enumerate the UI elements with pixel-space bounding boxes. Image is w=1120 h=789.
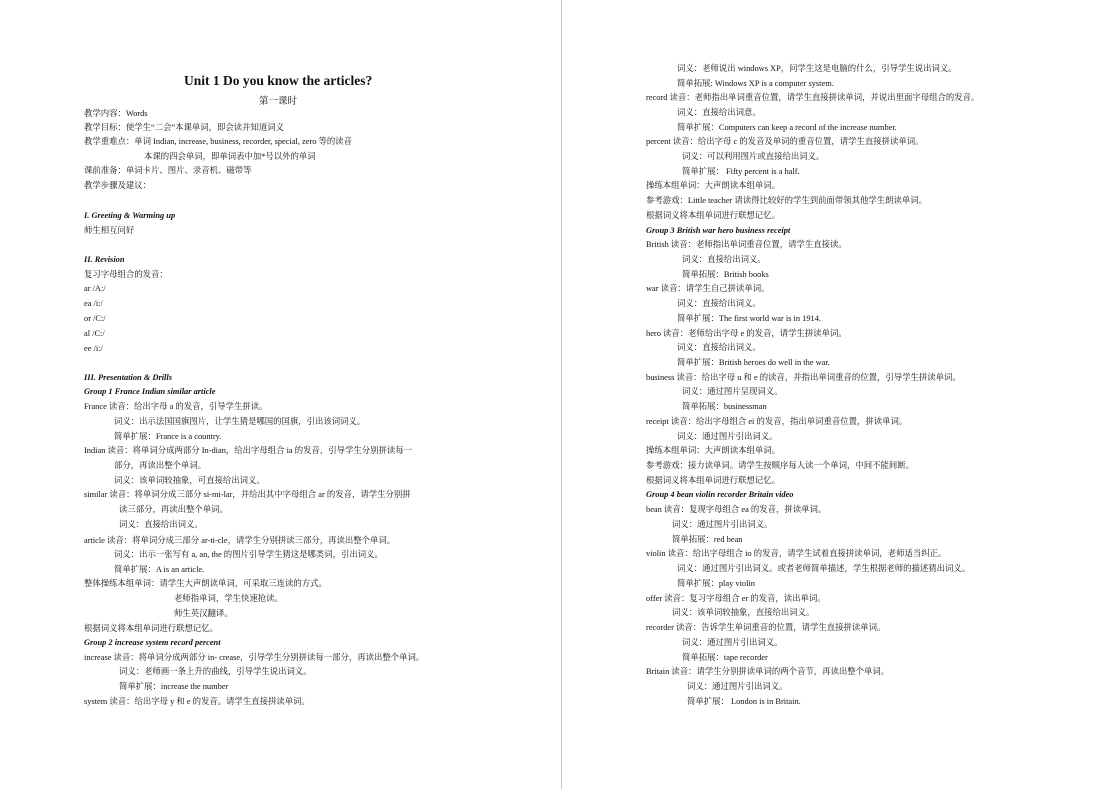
text-line: 词义：通过图片引出词义。或者老师简单描述，学生根据老师的描述猜出词义。 <box>677 564 971 573</box>
text-line: 简单扩展：Computers can keep a record of the increase number. <box>677 123 897 132</box>
text-line: 部分，再读出整个单词。 <box>114 461 207 470</box>
text-line: 本课的四会单词，即单词表中加*号以外的单词 <box>144 152 316 161</box>
text-line: 根据词义将本组单词进行联想记忆。 <box>646 476 780 485</box>
text-line: 简单扩展：France is a country. <box>114 432 222 441</box>
right-page <box>563 0 1120 789</box>
text-line: 词义：直接给出词义。 <box>677 299 761 308</box>
text-line: ar /A:/ <box>84 284 106 293</box>
text-line: increase 读音：将单词分成两部分 in- crease，引导学生分别拼读每一部分，再读出整个单词。 <box>84 653 425 662</box>
text-line: 整体操练本组单词：请学生大声朗读单词，可采取三连读的方式。 <box>84 579 327 588</box>
text-line: receipt 读音：给出字母组合 ei 的发音，指出单词重音位置，拼读单词。 <box>646 417 908 426</box>
text-line: 操练本组单词：大声朗读本组单词。 <box>646 181 780 190</box>
text-line: 读三部分，再读出整个单词。 <box>119 505 228 514</box>
text-line: 词义：通过图片引出词义。 <box>672 520 773 529</box>
text-line: 操练本组单词：大声朗读本组单词。 <box>646 446 780 455</box>
text-line: al /C:/ <box>84 329 105 338</box>
text-line: ea /i:/ <box>84 299 103 308</box>
text-line: 简单扩展：increase the number <box>119 682 229 691</box>
text-line: 词义：该单词较抽象，可直接给出词义。 <box>114 476 265 485</box>
unit-title: Unit 1 Do you know the articles? <box>184 73 373 88</box>
text-line: 简单扩展：A is an article. <box>114 565 205 574</box>
text-line: 词义：直接给出词义。 <box>677 343 761 352</box>
text-line: recorder 读音：告诉学生单词重音的位置，请学生直接拼读单词。 <box>646 623 886 632</box>
text-line: violin 读音：给出字母组合 io 的发音，请学生试着直接拼读单词，老师适当纠正。 <box>646 549 947 558</box>
section-heading: I. Greeting & Warming up <box>84 211 176 220</box>
text-line: 简单拓展: Windows XP is a computer system. <box>677 79 834 88</box>
text-line: Indian 读音：将单词分成两部分 In-dian，给出字母组合 ia 的发音，引导学生分别拼读每一 <box>84 446 412 455</box>
text-line: 根据词义将本组单词进行联想记忆。 <box>646 211 780 220</box>
text-line: 复习字母组合的发音： <box>84 270 168 279</box>
text-line: 词义：通过图片呈现词义。 <box>682 387 783 396</box>
section-heading: Group 3 British war hero business receipt <box>646 226 791 235</box>
lesson-subtitle: 第一课时 <box>259 97 298 107</box>
text-line: 词义：该单词较抽象，直接给出词义。 <box>672 608 815 617</box>
text-line: 课前准备：单词卡片、图片、录音机、磁带等 <box>84 166 252 175</box>
text-line: 词义：出示一张写有 a, an, the 的图片引导学生猜这是哪类词，引出词义。 <box>114 550 383 559</box>
text-line: 简单拓展：tape recorder <box>682 653 768 662</box>
section-heading: II. Revision <box>84 255 125 264</box>
text-line: 简单扩展：The first world war is in 1914. <box>677 314 821 323</box>
text-line: 词义：可以利用图片或直接给出词义。 <box>682 152 825 161</box>
text-line: 简单拓展：businessman <box>682 402 767 411</box>
text-line: 词义：直接给出词义。 <box>682 255 766 264</box>
text-line: British 读音：老师指出单词重音位置，请学生直接读。 <box>646 240 847 249</box>
text-line: system 读音：给出字母 y 和 e 的发音。请学生直接拼读单词。 <box>84 697 310 706</box>
text-line: business 读音：给出字母 u 和 e 的读音，并指出单词重音的位置，引导学生拼读单词。 <box>646 373 961 382</box>
text-line: 词义：出示法国国旗图片，让学生猜是哪国的国旗，引出该词词义。 <box>114 417 366 426</box>
section-heading: Group 4 bean violin recorder Britain video <box>646 490 794 499</box>
text-line: 词义：老师说出 windows XP，问学生这是电脑的什么，引导学生说出词义。 <box>677 64 957 73</box>
text-line: 教学步骤及建议： <box>84 181 151 190</box>
text-line: 教学目标：使学生“二会”本课单词，即会读并知道词义 <box>84 123 285 132</box>
text-line: 简单拓展：red bean <box>672 535 743 544</box>
text-line: Britain 读音：请学生分别拼读单词的两个音节，再读出整个单词。 <box>646 667 890 676</box>
text-line: ee /i:/ <box>84 344 103 353</box>
text-line: France 读音：给出字母 a 的发音，引导学生拼读。 <box>84 402 268 411</box>
text-line: 教学重难点：单词 Indian, increase, business, recorder, special, zero 等的读音 <box>84 137 353 146</box>
text-line: 词义：老师画一条上升的曲线，引导学生说出词义。 <box>119 667 312 676</box>
text-line: 简单扩展：play violin <box>677 579 755 588</box>
text-line: percent 读音：给出字母 c 的发音及单词的重音位置，请学生直接拼读单词。 <box>646 137 924 146</box>
text-line: offer 读音：复习字母组合 er 的发音，读出单词。 <box>646 594 826 603</box>
text-line: 词义：通过图片引出词义。 <box>682 638 783 647</box>
text-line: 简单扩展： London is in Britain. <box>687 697 801 706</box>
text-line: similar 读音：将单词分成三部分 si-mi-lar，并给出其中字母组合 ar 的发音，请学生分别拼 <box>84 490 411 499</box>
text-line: 参考游戏：接力读单词。请学生按顺序每人读一个单词，中间不能间断。 <box>646 461 914 470</box>
page-divider <box>561 0 562 789</box>
text-line: 师生英汉翻译。 <box>174 609 233 618</box>
section-heading: Group 1 France Indian similar article <box>84 387 216 396</box>
text-line: record 读音：老师指出单词重音位置，请学生直接拼读单词，并说出里面字母组合的发音。 <box>646 93 980 102</box>
text-line: hero 读音：老师给出字母 e 的发音，请学生拼读单词。 <box>646 329 847 338</box>
text-line: or /C:/ <box>84 314 106 323</box>
section-heading: III. Presentation & Drills <box>84 373 172 382</box>
text-line: 教学内容：Words <box>84 109 148 118</box>
text-line: 简单扩展： Fifty percent is a half. <box>682 167 800 176</box>
text-line: 简单扩展：British heroes do well in the war. <box>677 358 830 367</box>
text-line: 词义：直接给出词意。 <box>677 108 761 117</box>
text-line: 词义：通过图片引出词义。 <box>677 432 778 441</box>
section-heading: Group 2 increase system record percent <box>84 638 221 647</box>
text-line: 师生相互问好 <box>84 226 135 235</box>
text-line: 老师指单词，学生快速抢读。 <box>174 594 283 603</box>
text-line: 词义：直接给出词义。 <box>119 520 203 529</box>
text-line: 词义：通过图片引出词义。 <box>687 682 788 691</box>
text-line: bean 读音：复现字母组合 ea 的发音，拼读单词。 <box>646 505 827 514</box>
text-line: 根据词义将本组单词进行联想记忆。 <box>84 624 218 633</box>
text-line: war 读音：请学生自己拼读单词。 <box>646 284 770 293</box>
text-line: 简单拓展：British books <box>682 270 769 279</box>
text-line: article 读音：将单词分成三部分 ar-ti-cle，请学生分别拼读三部分，再读出整个单词。 <box>84 536 396 545</box>
text-line: 参考游戏：Little teacher 请读得比较好的学生到前面带领其他学生朗读单词。 <box>646 196 927 205</box>
